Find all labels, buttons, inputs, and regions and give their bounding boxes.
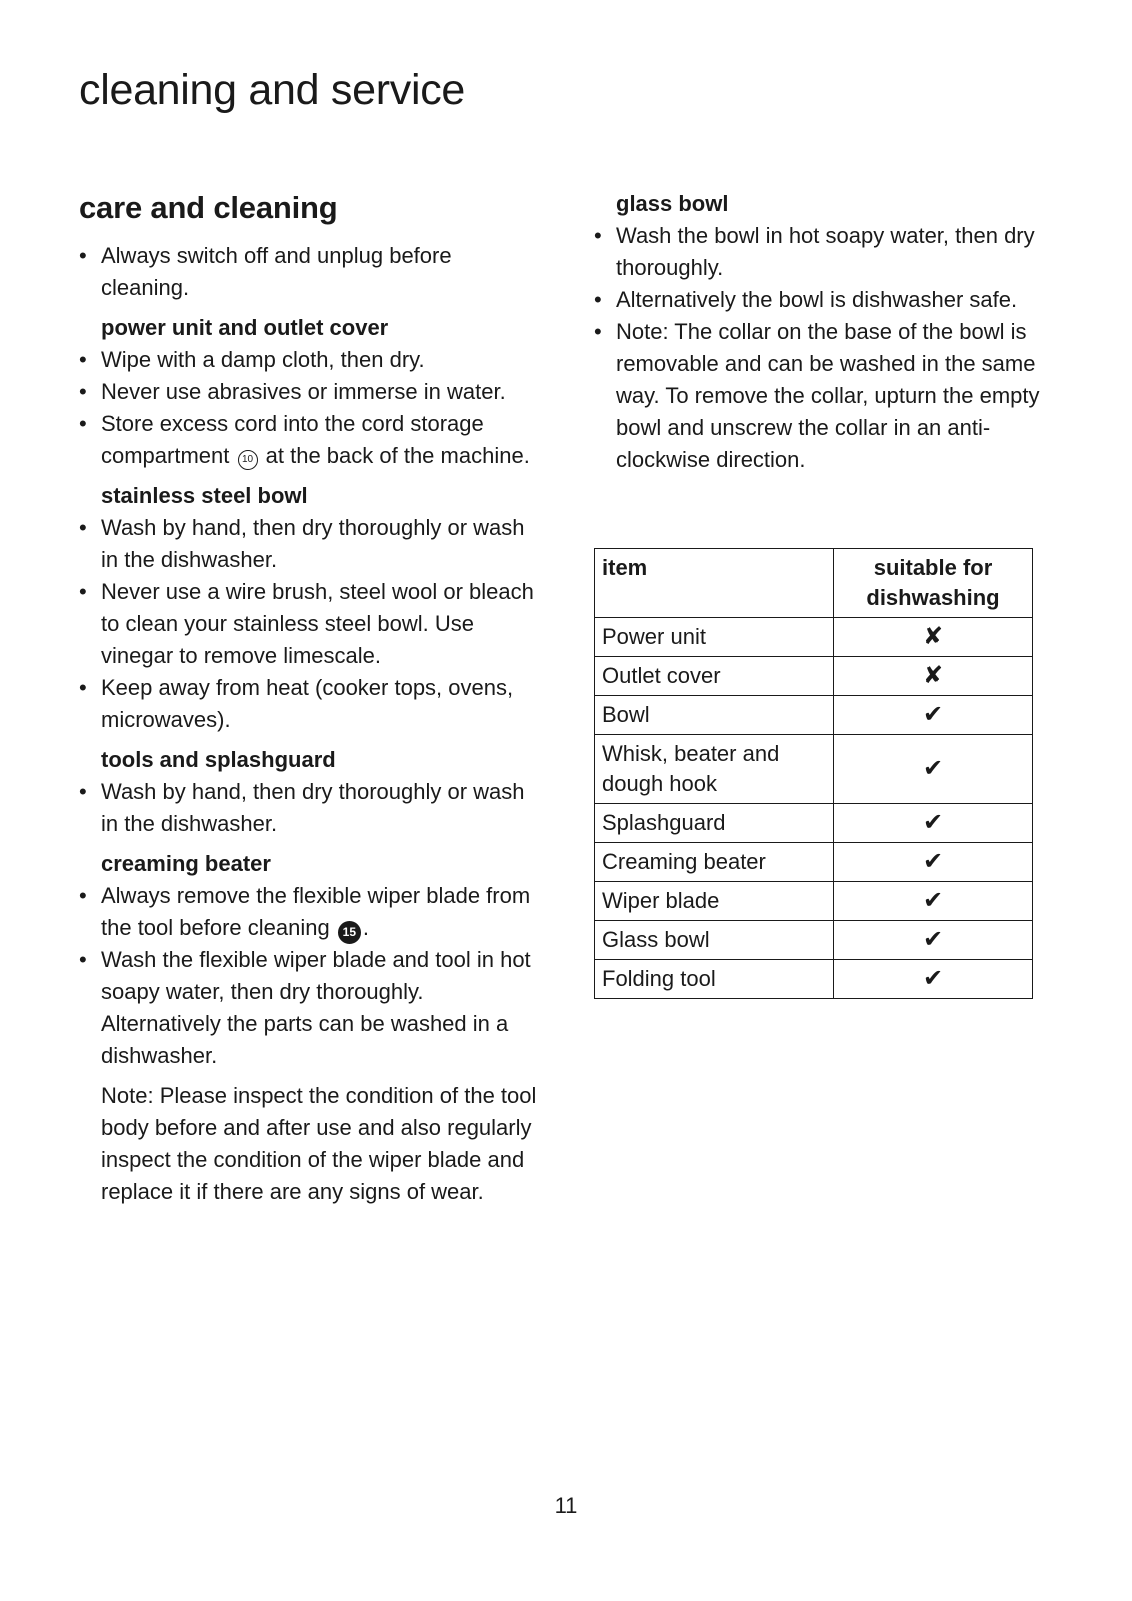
list-item: • Always switch off and unplug before cleaning. bbox=[79, 240, 539, 304]
tools-heading: tools and splashguard bbox=[101, 747, 336, 772]
section-title: care and cleaning bbox=[79, 190, 338, 225]
list-item bbox=[79, 408, 539, 472]
list-item: • Never use a wire brush, steel wool or bleach to clean your stainless steel bowl. Use vinegar to remove limescale. bbox=[79, 576, 539, 672]
item-cell: Bowl bbox=[595, 696, 834, 735]
right-column bbox=[594, 188, 1064, 476]
item-cell: Power unit bbox=[595, 618, 834, 657]
glass-bowl-heading: glass bowl bbox=[616, 191, 729, 216]
table-row bbox=[595, 882, 1033, 921]
inspection-note: Note: Please inspect the condition of the tool body before and after use and also regularly inspect the condition of the wiper blade and replace it if there are any signs of wear. bbox=[101, 1083, 537, 1204]
item-cell: Glass bowl bbox=[595, 921, 834, 960]
creaming-text: Always remove the flexible wiper blade from the tool before cleaning bbox=[101, 883, 531, 940]
reference-number-10: 10 bbox=[238, 450, 258, 470]
check-icon: ✔ bbox=[834, 921, 1033, 960]
creaming-beater-list bbox=[79, 880, 539, 1072]
item-cell: Splashguard bbox=[595, 804, 834, 843]
glass-bowl-list bbox=[594, 220, 1064, 476]
tools-list bbox=[79, 776, 539, 840]
column-header-dishwashing bbox=[834, 549, 1033, 618]
cross-icon: ✘ bbox=[834, 618, 1033, 657]
header-line: suitable for bbox=[873, 555, 993, 580]
table-row bbox=[595, 618, 1033, 657]
left-column bbox=[79, 190, 539, 1208]
column-header-item: item bbox=[595, 549, 834, 618]
item-cell: Wiper blade bbox=[595, 882, 834, 921]
table-row bbox=[595, 843, 1033, 882]
check-icon: ✔ bbox=[834, 960, 1033, 999]
list-item: • Never use abrasives or immerse in water. bbox=[79, 376, 539, 408]
table-row bbox=[595, 921, 1033, 960]
power-unit-heading: power unit and outlet cover bbox=[101, 315, 389, 340]
list-item: • Wipe with a damp cloth, then dry. bbox=[79, 344, 539, 376]
reference-number-15: 15 bbox=[338, 921, 361, 944]
table-row bbox=[595, 657, 1033, 696]
table-row bbox=[595, 696, 1033, 735]
list-item: • Wash the bowl in hot soapy water, then dry thoroughly. bbox=[594, 220, 1064, 284]
steel-bowl-list bbox=[79, 512, 539, 736]
dishwasher-table bbox=[594, 548, 1033, 999]
check-icon: ✔ bbox=[834, 882, 1033, 921]
cord-text-after: at the back of the machine. bbox=[265, 443, 530, 468]
list-item bbox=[79, 880, 539, 944]
item-cell: Whisk, beater and dough hook bbox=[595, 735, 834, 804]
item-cell: Outlet cover bbox=[595, 657, 834, 696]
item-cell: Folding tool bbox=[595, 960, 834, 999]
list-item: • Alternatively the bowl is dishwasher safe. bbox=[594, 284, 1064, 316]
table-row bbox=[595, 960, 1033, 999]
page-number: 11 bbox=[554, 1493, 578, 1518]
header-line: dishwashing bbox=[866, 585, 1000, 610]
table-row bbox=[595, 804, 1033, 843]
list-item: • Note: The collar on the base of the bowl is removable and can be washed in the same way. To remove the collar, upturn the empty bowl and unscrew the collar in an anti-clockwise direction. bbox=[594, 316, 1064, 476]
check-icon: ✔ bbox=[834, 804, 1033, 843]
check-icon: ✔ bbox=[834, 843, 1033, 882]
check-icon: ✔ bbox=[834, 696, 1033, 735]
intro-list bbox=[79, 240, 539, 304]
list-item: • Wash the flexible wiper blade and tool in hot soapy water, then dry thoroughly. Alternatively the parts can be washed in a dishwasher. bbox=[79, 944, 539, 1072]
list-item: • Wash by hand, then dry thoroughly or wash in the dishwasher. bbox=[79, 776, 539, 840]
table-row bbox=[595, 735, 1033, 804]
cross-icon: ✘ bbox=[834, 657, 1033, 696]
item-cell: Creaming beater bbox=[595, 843, 834, 882]
cord-text: Store excess cord into the cord storage compartment bbox=[101, 411, 484, 468]
list-item: • Wash by hand, then dry thoroughly or wash in the dishwasher. bbox=[79, 512, 539, 576]
check-icon: ✔ bbox=[834, 735, 1033, 804]
power-unit-list bbox=[79, 344, 539, 472]
creaming-beater-heading: creaming beater bbox=[101, 851, 271, 876]
steel-bowl-heading: stainless steel bowl bbox=[101, 483, 308, 508]
list-item: • Keep away from heat (cooker tops, ovens, microwaves). bbox=[79, 672, 539, 736]
creaming-text-after: . bbox=[362, 915, 369, 940]
table-header-row bbox=[595, 549, 1033, 618]
page-title: cleaning and service bbox=[79, 66, 466, 114]
